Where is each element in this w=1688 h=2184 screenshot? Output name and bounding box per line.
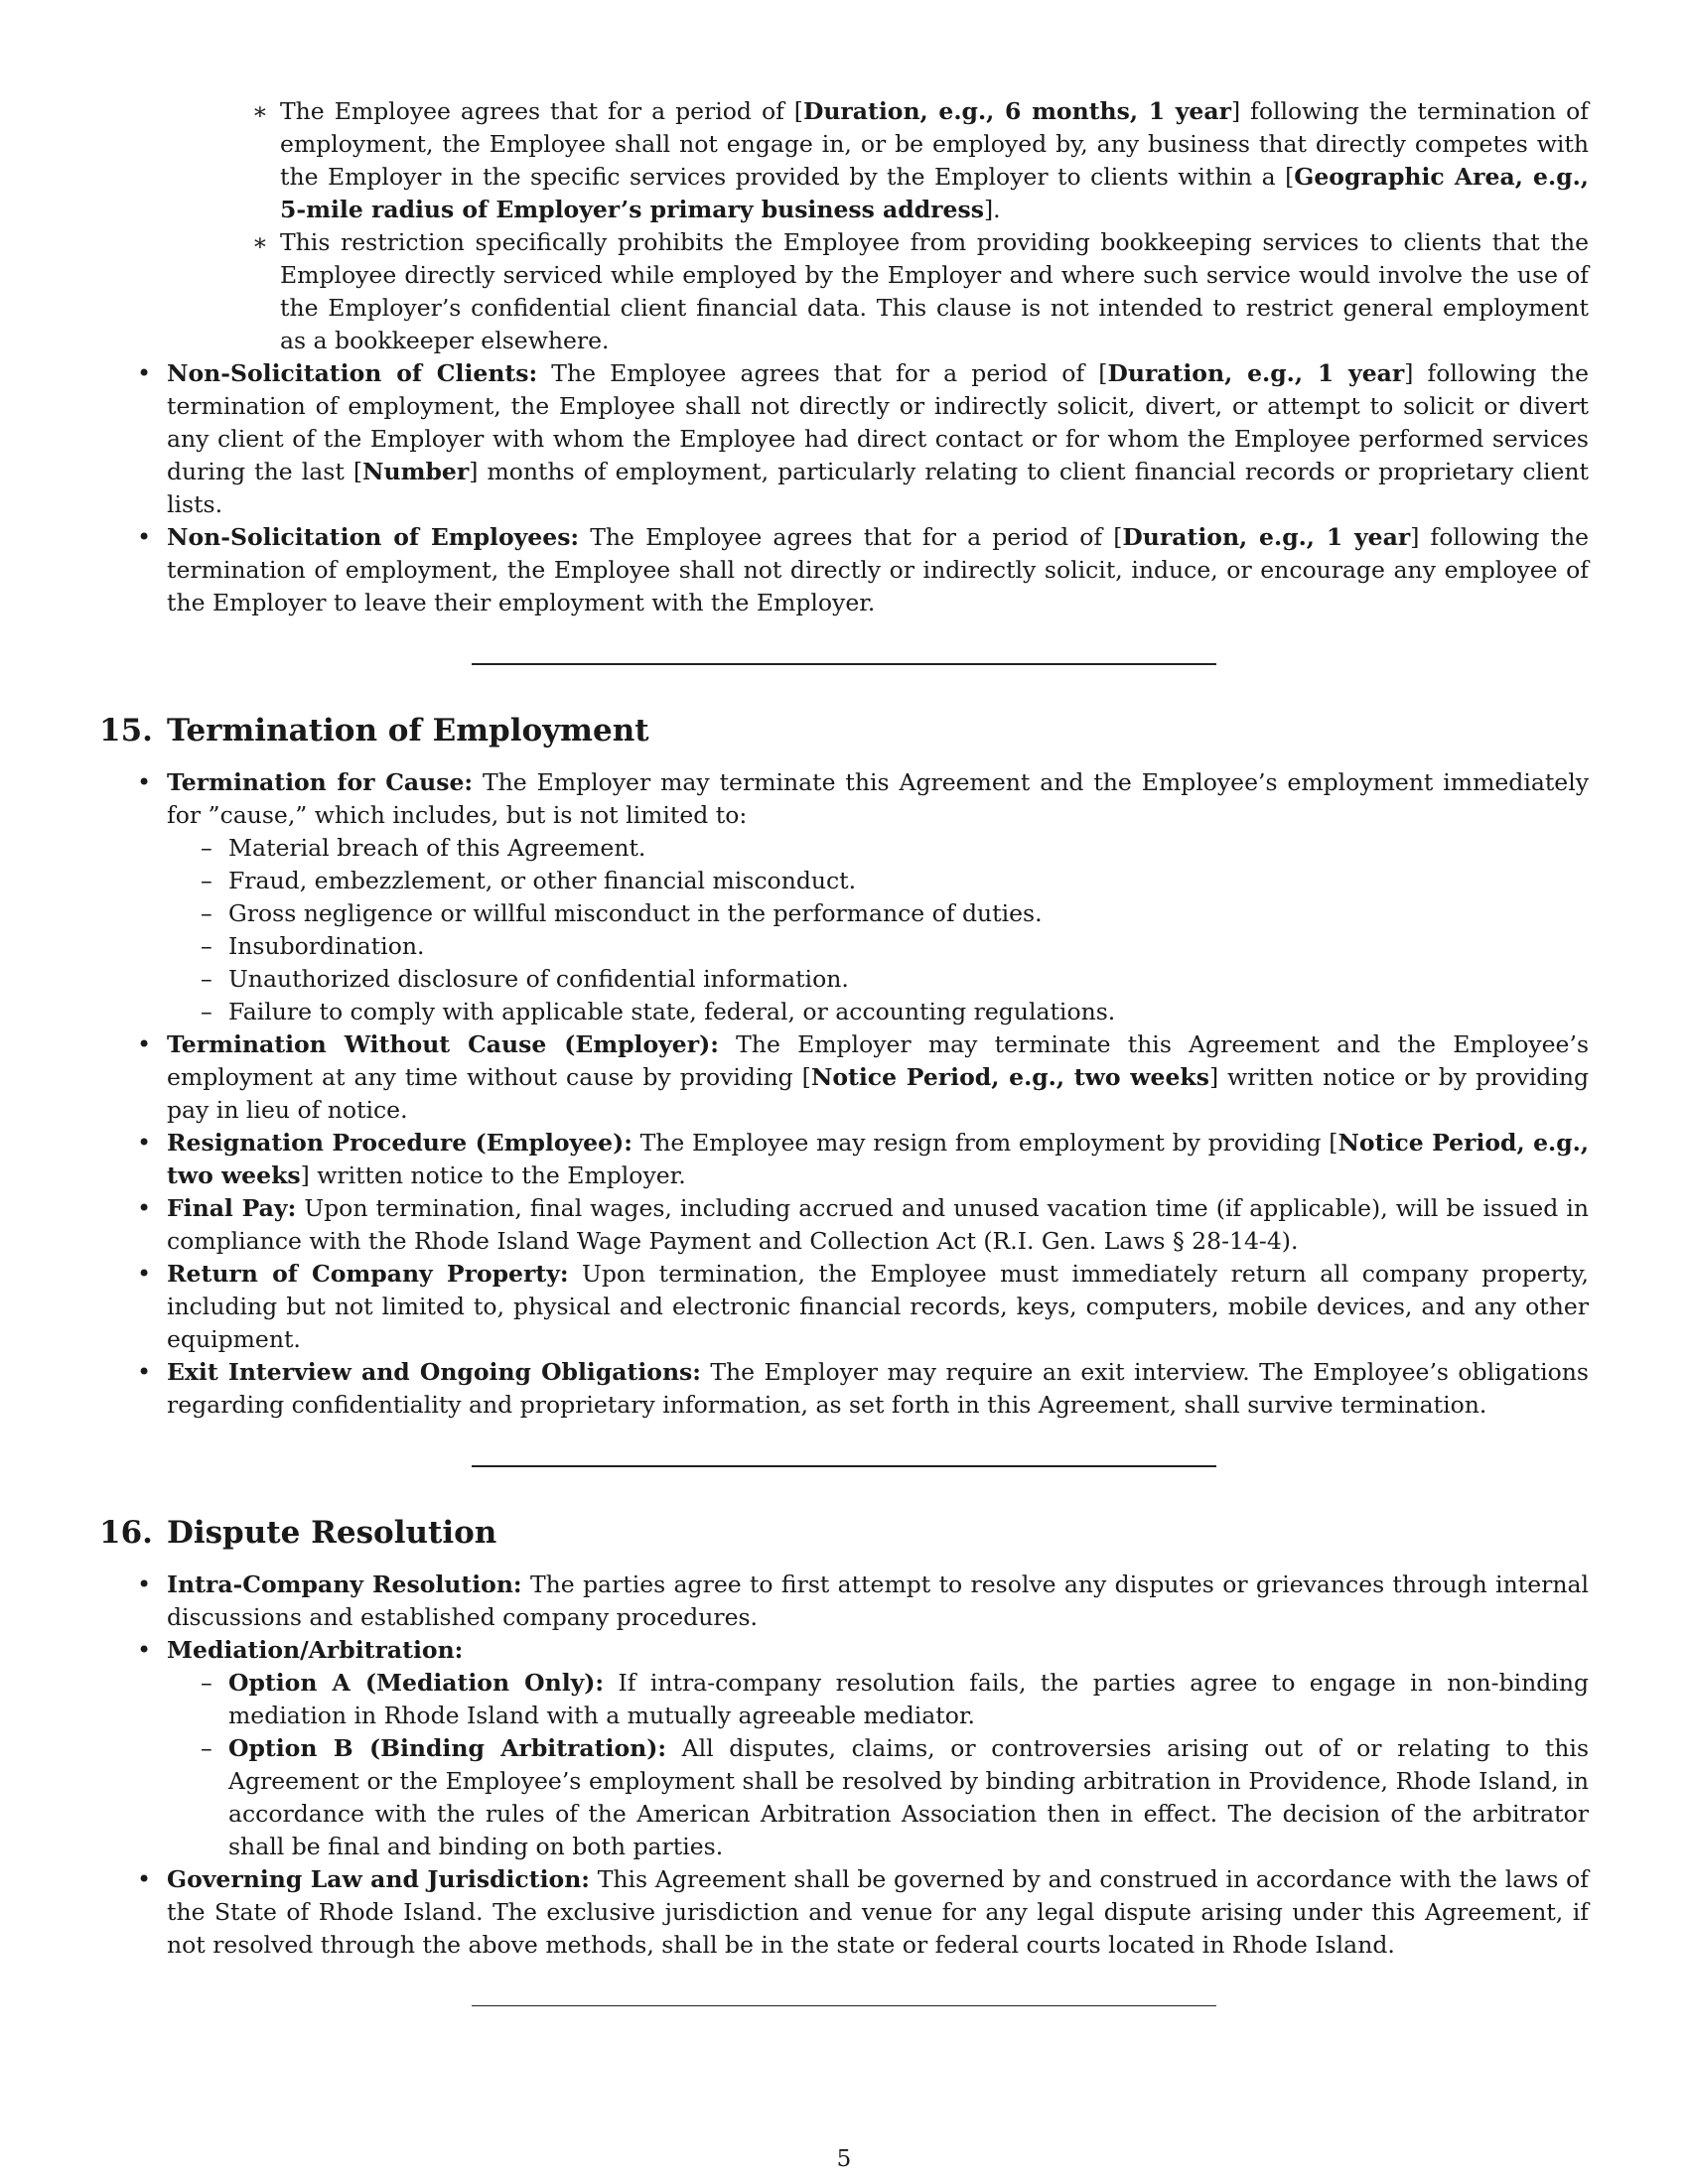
cause-reason-item: – Fraud, embezzlement, or other financial misconduct. bbox=[99, 865, 1589, 897]
exit-interview-item: • Exit Interview and Ongoing Obligations: The Employer may require an exit interview. The Employee’s obligations regarding confidentiality and proprietary information, as set forth in this Agreement, shall survive termination. bbox=[137, 1358, 1589, 1419]
section-divider bbox=[472, 2005, 1216, 2006]
section-16-title: 16. Dispute Resolution bbox=[99, 1515, 497, 1551]
page-number: 5 bbox=[836, 2146, 852, 2172]
option-a-item: – Option A (Mediation Only): If intra-company resolution fails, the parties agree to engage in non-binding mediation in Rhode Island with a mutually agreeable mediator. bbox=[201, 1669, 1589, 1729]
non-solicitation-employees-item: • Non-Solicitation of Employees: The Employee agrees that for a period of [Duration, e.g., 1 year] following the termination of employment, the Employee shall not directly or indirectly solicit, induce, or encourage any employee of the Employer to leave their employment with the Employer. bbox=[137, 523, 1589, 616]
section-15-list bbox=[99, 766, 1589, 1422]
section-16-list bbox=[99, 1569, 1589, 1962]
noncompete-list bbox=[99, 95, 1589, 619]
bullet: • bbox=[137, 1636, 152, 1664]
cause-reason-item: – Failure to comply with applicable state, federal, or accounting regulations. bbox=[99, 996, 1589, 1028]
cause-reason-item: – Insubordination. bbox=[99, 930, 1589, 963]
dash-bullet: – bbox=[201, 965, 212, 993]
bullet: • bbox=[137, 1030, 152, 1058]
section-divider bbox=[472, 663, 1216, 665]
star-bullet: ∗ bbox=[252, 97, 268, 125]
termination-for-cause-item: • Termination for Cause: The Employer may terminate this Agreement and the Employee’s employment immediately for ”cause,” which includes, but is not limited to: bbox=[137, 768, 1589, 829]
dash-bullet: – bbox=[201, 1734, 212, 1762]
bullet: • bbox=[137, 1358, 152, 1386]
bullet: • bbox=[137, 1194, 152, 1222]
return-property-item: • Return of Company Property: Upon termination, the Employee must immediately return all company property, including but not limited to, physical and electronic financial records, keys, computers, mobile devices, and any other equipment. bbox=[137, 1260, 1589, 1353]
dash-bullet: – bbox=[201, 834, 212, 862]
intra-company-resolution-item: • Intra-Company Resolution: The parties agree to first attempt to resolve any disputes or grievances through internal discussions and established company procedures. bbox=[137, 1570, 1590, 1631]
cause-reason-item: – Material breach of this Agreement. bbox=[99, 832, 1589, 865]
bullet: • bbox=[137, 1865, 152, 1893]
mediation-arbitration-item: • Mediation/Arbitration: bbox=[99, 1634, 1589, 1667]
dash-bullet: – bbox=[201, 998, 212, 1025]
termination-without-cause-item: • Termination Without Cause (Employer): The Employer may terminate this Agreement and the Employee’s employment at any time without cause by providing [Notice Period, e.g., two weeks] written notice or by providing pay in lieu of notice. bbox=[137, 1030, 1590, 1124]
dash-bullet: – bbox=[201, 899, 212, 927]
bullet: • bbox=[137, 768, 152, 796]
bullet: • bbox=[137, 359, 152, 387]
resignation-procedure-item: • Resignation Procedure (Employee): The Employee may resign from employment by providing [Notice Period, e.g., two weeks] written notice to the Employer. bbox=[137, 1129, 1590, 1189]
dash-bullet: – bbox=[201, 1669, 212, 1697]
bullet: • bbox=[137, 1570, 152, 1598]
dash-bullet: – bbox=[201, 932, 212, 960]
star-bullet: ∗ bbox=[252, 228, 268, 256]
governing-law-item: • Governing Law and Jurisdiction: This Agreement shall be governed by and construed in accordance with the laws of the State of Rhode Island. The exclusive jurisdiction and venue for any legal dispute arising under this Agreement, if not resolved through the above methods, shall be in the state or federal courts located in Rhode Island. bbox=[137, 1865, 1589, 1959]
option-b-item: – Option B (Binding Arbitration): All disputes, claims, or controversies arising out of or relating to this Agreement or the Employee’s employment shall be resolved by binding arbitration in Providence, Rhode Island, in accordance with the rules of the American Arbitration Association then in effect. The decision of the arbitrator shall be final and binding on both parties. bbox=[201, 1734, 1590, 1860]
non-solicitation-clients-item: • Non-Solicitation of Clients: The Employee agrees that for a period of [Duration, e.g., 1 year] following the termination of employment, the Employee shall not directly or indirectly solicit, divert, or attempt to solicit or divert any client of the Employer with whom the Employee had direct contact or for whom the Employee performed services during the last [Number] months of employment, particularly relating to client financial records or proprietary client lists. bbox=[137, 359, 1590, 518]
cause-reason-item: – Gross negligence or willful misconduct in the performance of duties. bbox=[99, 897, 1589, 930]
final-pay-item: • Final Pay: Upon termination, final wages, including accrued and unused vacation time (if applicable), will be issued in compliance with the Rhode Island Wage Payment and Collection Act (R.I. Gen. Laws § 28-14-4). bbox=[137, 1194, 1589, 1255]
bullet: • bbox=[137, 523, 152, 551]
page-content bbox=[99, 95, 1589, 2006]
bullet: • bbox=[137, 1260, 152, 1288]
dash-bullet: – bbox=[201, 867, 212, 894]
section-15-title: 15. Termination of Employment bbox=[99, 713, 649, 749]
section-divider bbox=[472, 1465, 1216, 1467]
noncompete-duration-item: ∗ The Employee agrees that for a period of [Duration, e.g., 6 months, 1 year] following the termination of employment, the Employee shall not engage in, or be employed by, any business that directly competes with the Employer in the specific services provided by the Employer to clients within a [Geographic Area, e.g., 5-mile radius of Employer’s primary business address]. bbox=[252, 97, 1589, 223]
noncompete-restriction-item: ∗ This restriction specifically prohibits the Employee from providing bookkeeping services to clients that the Employee directly serviced while employed by the Employer and where such service would involve the use of the Employer’s confidential client financial data. This clause is not intended to restrict general employment as a bookkeeper elsewhere. bbox=[252, 228, 1589, 354]
cause-reason-item: – Unauthorized disclosure of confidential information. bbox=[99, 963, 1589, 996]
bullet: • bbox=[137, 1129, 152, 1157]
